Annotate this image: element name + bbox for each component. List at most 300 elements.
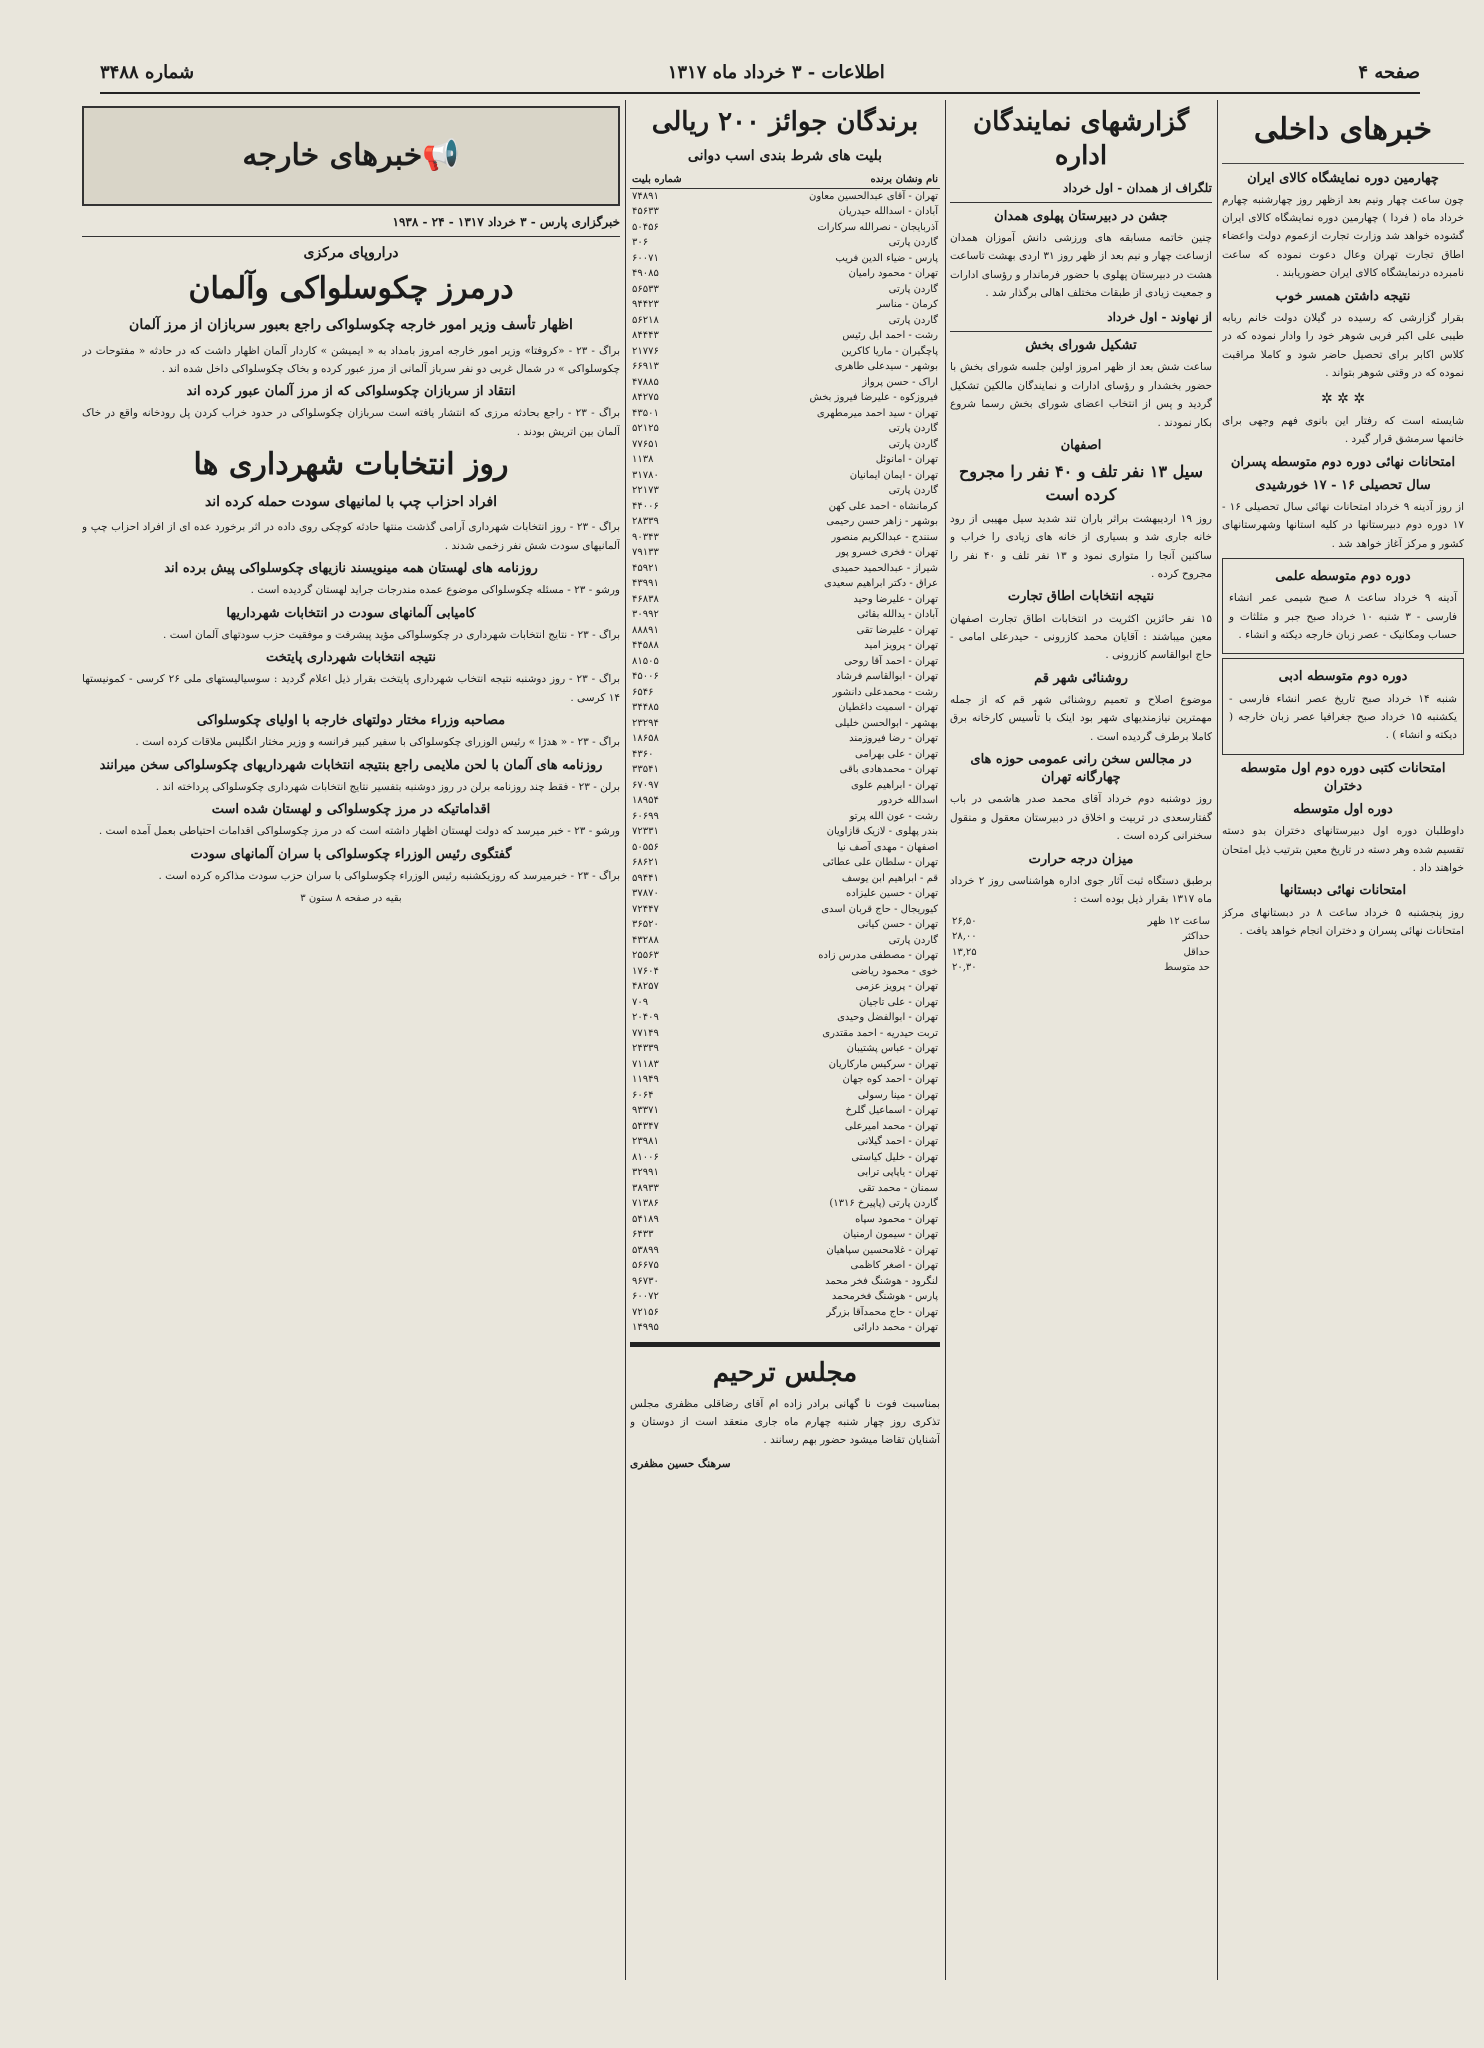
winner-name: تهران - ابراهیم علوی bbox=[850, 779, 938, 791]
table-row bbox=[950, 929, 1212, 945]
table-row bbox=[630, 1134, 940, 1150]
table-row bbox=[630, 421, 940, 437]
ticket-number: ۲۲۱۷۳ bbox=[632, 485, 659, 497]
table-row bbox=[630, 1243, 940, 1259]
ticket-number: ۲۳۲۹۴ bbox=[632, 717, 659, 729]
ticket-number: ۴۹۰۸۵ bbox=[632, 268, 659, 280]
table-row bbox=[630, 979, 940, 995]
table-row bbox=[630, 855, 940, 871]
winner-name: کرمانشاه - احمد علی کهن bbox=[828, 500, 938, 512]
winner-name: اسدالله خردور bbox=[878, 795, 938, 807]
winner-name: تهران - محمد امیرعلی bbox=[844, 1120, 938, 1132]
winner-name: گاردن پارتی (پاپیرخ ۱۳۱۶) bbox=[829, 1198, 938, 1210]
czech-body: براگ - ۲۳ - «کروفتا» وزیر امور خارجه امروز بامداد به « ایمیشن » کاردار آلمان اظهار داشت که در حادثه « مفتوحات در چکوسلواکی » در شمال غربی دو نفر سرباز آلمانی از مرز عبور کرده و بخاک چکوسلواکی داخل شده اند . bbox=[82, 344, 620, 375]
table-row bbox=[630, 1026, 940, 1042]
winner-name: تهران - حسن کیانی bbox=[857, 919, 938, 931]
winner-name: تهران - علیرضا وحید bbox=[853, 593, 938, 605]
table-row bbox=[630, 1088, 940, 1104]
ticket-number: ۳۰۹۹۲ bbox=[632, 609, 659, 621]
table-row bbox=[630, 654, 940, 670]
ticket-number: ۴۴۵۸۸ bbox=[632, 640, 659, 652]
table-row bbox=[630, 1305, 940, 1321]
ticket-number: ۴۳۹۹۱ bbox=[632, 578, 659, 590]
winner-name: آبادان - یدالله بقائی bbox=[857, 609, 938, 621]
table-row bbox=[630, 871, 940, 887]
winner-name: تهران - پرویز عزمی bbox=[855, 981, 938, 993]
column-divider bbox=[1217, 100, 1218, 1980]
winner-name: تهران - اصغر کاظمی bbox=[850, 1260, 938, 1272]
ticket-number: ۴۶۸۳۸ bbox=[632, 593, 659, 605]
table-row bbox=[630, 638, 940, 654]
winner-name: تهران - اسماعیل گلرخ bbox=[845, 1105, 938, 1117]
domestic-column bbox=[1222, 100, 1464, 2000]
column-divider bbox=[625, 100, 626, 1980]
ticket-number: ۹۳۳۷۱ bbox=[632, 1105, 659, 1117]
table-row bbox=[630, 344, 940, 360]
winner-name: لنگرود - هوشنگ فخر محمد bbox=[825, 1275, 938, 1287]
ticket-number: ۶۵۴۶ bbox=[632, 686, 654, 698]
council-body: ساعت شش بعد از ظهر امروز اولین جلسه شورای بخش با حضور بخشدار و رؤسای ادارات و نمایندگان مالکین تشکیل گردید و پس از انتخاب اعضای شورای بخش رسما شروع بکار نمودند . bbox=[950, 361, 1212, 429]
table-row bbox=[630, 375, 940, 391]
wife-note: شایسته است که رفتار این بانوی فهم وجهی برای خانمها سرمشق قرار گیرد . bbox=[1222, 414, 1464, 446]
table-row bbox=[630, 561, 940, 577]
table-row bbox=[630, 700, 940, 716]
capital-results-body: براگ - ۲۳ - روز دوشنبه نتیجه انتخاب شهرداری پایتخت بقرار ذیل اعلام گردید : سوسیالیستهای ملی ۲۶ کرسی - کمونیستها ۱۴ کرسی . bbox=[82, 673, 620, 704]
table-row bbox=[630, 235, 940, 251]
table-row bbox=[630, 530, 940, 546]
table-row bbox=[630, 1212, 940, 1228]
winner-name: تهران - مصطفی مدرس زاده bbox=[818, 950, 938, 962]
ticket-number: ۷۲۴۴۷ bbox=[632, 903, 659, 915]
ticket-number: ۵۶۵۳۳ bbox=[632, 283, 659, 295]
table-row bbox=[950, 914, 1212, 930]
table-row bbox=[630, 1274, 940, 1290]
measures-body: ورشو - ۲۳ - خبر میرسد که دولت لهستان اظهار داشته است که در مرز چکوسلواکی اقدامات احتیاطی بعمل آمده است . bbox=[98, 825, 620, 838]
ticket-number: ۵۲۱۲۵ bbox=[632, 423, 659, 435]
ticket-number: ۵۹۴۴۱ bbox=[632, 872, 659, 884]
qom-headline: روشنائی شهر قم bbox=[1034, 670, 1128, 686]
winner-name: گاردن پارتی bbox=[888, 485, 938, 497]
winner-name: تهران - سرکیس مارکاریان bbox=[828, 1058, 938, 1070]
temperature-value: ۲۸,۰۰ bbox=[952, 931, 977, 942]
winner-name: تهران - احمد کوه جهان bbox=[842, 1074, 938, 1086]
ticket-number: ۶۶۹۱۳ bbox=[632, 361, 659, 373]
table-row bbox=[630, 499, 940, 515]
winner-name: تهران - اسمیت داغطیان bbox=[838, 702, 938, 714]
speech-headline: در مجالس سخن رانی عمومی حوزه های چهارگانه تهران bbox=[970, 752, 1192, 786]
table-row bbox=[630, 437, 940, 453]
elections-subhead: افراد احزاب چپ با لمانیهای سودت حمله کرده اند bbox=[204, 493, 498, 510]
lottery-column bbox=[630, 100, 940, 2000]
ticket-number: ۲۰۴۰۹ bbox=[632, 1012, 659, 1024]
winner-name: عراق - دکتر ابراهیم سعیدی bbox=[824, 578, 938, 590]
central-europe-label: دراروپای مرکزی bbox=[303, 245, 399, 261]
winner-name: تهران - سیمون ارمنیان bbox=[842, 1229, 938, 1241]
table-row bbox=[630, 1165, 940, 1181]
chamber-headline: نتیجه انتخابات اطاق تجارت bbox=[1007, 589, 1155, 605]
ticket-number: ۸۴۲۷۵ bbox=[632, 392, 659, 404]
ticket-number: ۲۴۳۳۹ bbox=[632, 1043, 659, 1055]
ticket-number: ۴۸۲۵۷ bbox=[632, 981, 659, 993]
science-schedule: آدینه ۹ خرداد ساعت ۸ صبح شیمی عمر انشاء فارسی - ۳ شنبه ۱۰ خرداد صبح جبر و مثلثات و حساب ومکانیک - عصر زبان خارجه دیکته و انشاء . bbox=[1229, 592, 1458, 641]
sudeten-headline: کامیابی آلمانهای سودت در انتخابات شهرداریها bbox=[226, 605, 476, 621]
winner-name: اصفهان - مهدی آصف نیا bbox=[837, 841, 938, 853]
table-row bbox=[630, 545, 940, 561]
ticket-number: ۱۱۹۴۹ bbox=[632, 1074, 659, 1086]
winner-name: پارس - ضیاء الدین فریب bbox=[835, 252, 938, 264]
temperature-label: ساعت ۱۲ ظهر bbox=[1147, 915, 1210, 927]
flood-headline: سیل ۱۳ نفر تلف و ۴۰ نفر را مجروح کرده است bbox=[958, 462, 1204, 504]
foreign-news-banner bbox=[82, 106, 620, 206]
mourning-notice bbox=[630, 1342, 940, 1473]
winner-name: تهران - یاپاپی ترابی bbox=[857, 1167, 938, 1179]
ticket-number: ۶۴۳۳ bbox=[632, 1229, 654, 1241]
ticket-number: ۷۲۱۵۶ bbox=[632, 1306, 659, 1318]
table-row bbox=[630, 933, 940, 949]
czech-headline: درمرز چکوسلواکی وآلمان bbox=[188, 270, 514, 306]
winner-name: تهران - امانوئل bbox=[875, 454, 938, 466]
ticket-number: ۷۷۶۵۱ bbox=[632, 438, 659, 450]
ticket-number: ۵۴۳۴۷ bbox=[632, 1120, 659, 1132]
lottery-subtitle: بلیت های شرط بندی اسب دوانی bbox=[687, 147, 883, 164]
winner-name: پاچگیران - ماریا کاکرین bbox=[841, 345, 938, 357]
winner-name: تهران - علی بهرامی bbox=[855, 748, 938, 760]
winner-name: رشت - احمد ابل رئیس bbox=[842, 330, 938, 342]
table-row bbox=[630, 623, 940, 639]
winner-name: گاردن پارتی bbox=[888, 934, 938, 946]
ticket-number: ۳۷۸۷۰ bbox=[632, 888, 659, 900]
ministers-body: براگ - ۲۳ - « هدژا » رئیس الوزرای چکوسلواکی با سفیر کبیر فرانسه و وزیر مختار انگلیس ملاقات کرده است . bbox=[135, 736, 620, 749]
ticket-number: ۲۱۷۷۶ bbox=[632, 345, 659, 357]
ticket-number: ۳۱۷۸۰ bbox=[632, 469, 659, 481]
german-press-body: برلن - ۲۳ - فقط چند روزنامه برلن در روز دوشنبه بتفسیر نتایج انتخابات شهرداری چکوسلواکی پرداخته اند . bbox=[155, 780, 620, 793]
exams-headline: امتحانات نهائی دوره دوم متوسطه پسران bbox=[1230, 454, 1456, 470]
polish-press-body: ورشو - ۲۳ - مسئله چکوسلواکی موضوع عمده مندرجات جراید لهستان گردیده است . bbox=[250, 584, 620, 597]
winner-name: شیراز - عبدالحمید حمیدی bbox=[831, 562, 938, 574]
winner-name: تهران - احمد گیلانی bbox=[857, 1136, 938, 1148]
ticket-number: ۱۸۹۵۴ bbox=[632, 795, 659, 807]
winner-name: بهشهر - ابوالحسن خلیلی bbox=[834, 717, 938, 729]
reports-column bbox=[950, 100, 1212, 2000]
ticket-number: ۵۶۶۷۵ bbox=[632, 1260, 659, 1272]
name-column-header: نام ونشان برنده bbox=[724, 172, 940, 188]
polish-press-headline: روزنامه های لهستان همه مینویسند نازیهای چکوسلواکی پیش برده اند bbox=[164, 560, 538, 576]
ticket-number: ۹۴۴۲۳ bbox=[632, 299, 659, 311]
lottery-headline: برندگان جوائز ۲۰۰ ریالی bbox=[651, 107, 919, 137]
winner-name: آذربایجان - نصرالله سرکارات bbox=[817, 221, 938, 233]
literature-schedule: شنبه ۱۴ خرداد صبح تاریخ عصر انشاء فارسی - یکشنبه ۱۵ خرداد صبح جغرافیا عصر زبان خارجه ( دیکته و انشاء ) . bbox=[1229, 692, 1457, 742]
issue-number: شماره ۳۴۸۸ bbox=[100, 61, 195, 83]
winner-name: گاردن پارتی bbox=[888, 438, 938, 450]
temperature-label: حداکثر bbox=[1182, 931, 1210, 942]
table-row bbox=[950, 960, 1212, 976]
fair-body: چون ساعت چهار ونیم بعد ازظهر روز چهارشنبه چهارم خرداد ماه ( فردا ) چهارمین دوره نمایشگاه کالای ایران گشوده خواهد شد وزارت تجارت ازعموم دولت واعضاء اطاق تجارت تهران وعال دعوت نموده که ساعت نامبرده درنمایشگاه کالای ایران حضوریابند . bbox=[1222, 193, 1464, 280]
column-divider bbox=[945, 100, 946, 1980]
mourning-body: بمناسبت فوت نا گهانی برادر زاده ام آقای رضاقلی مظفری مجلس تذکری روز چهار شنبه چهارم ماه جاری منعقد است از دوستان و آشنایان تقاضا میشود حضور بهم رسانند . bbox=[630, 1397, 940, 1447]
winner-name: آبادان - اسدالله حیدریان bbox=[838, 206, 938, 218]
winner-name: رشت - محمدعلی دانشور bbox=[832, 686, 938, 698]
ticket-number: ۳۶۵۲۰ bbox=[632, 919, 659, 931]
winner-name: تهران - محمود سپاه bbox=[855, 1213, 938, 1225]
winner-name: تهران - سلطان علی عطائی bbox=[822, 857, 938, 869]
table-row bbox=[630, 716, 940, 732]
table-row bbox=[630, 1119, 940, 1135]
literature-box bbox=[1222, 658, 1464, 754]
ticket-number: ۳۳۵۴۱ bbox=[632, 764, 659, 776]
ticket-number: ۶۰۰۷۲ bbox=[632, 1291, 659, 1303]
temperature-intro: برطبق دستگاه ثبت آثار جوی اداره هواشناسی روز ۲ خرداد ماه ۱۳۱۷ بقرار ذیل بوده است : bbox=[950, 874, 1212, 906]
table-row bbox=[630, 1103, 940, 1119]
ticket-number: ۸۱۰۰۶ bbox=[632, 1151, 659, 1163]
page-number: صفحه ۴ bbox=[1358, 61, 1420, 83]
primary-exams-heading: امتحانات نهائی دبستانها bbox=[1279, 883, 1407, 899]
ticket-number: ۵۴۱۸۹ bbox=[632, 1213, 659, 1225]
council-headline: تشکیل شورای بخش bbox=[1025, 338, 1137, 354]
ticket-number: ۶۷۰۹۷ bbox=[632, 779, 659, 791]
wife-body: بقرار گزارشی که رسیده در گیلان دولت خانم ربابه طیبی علی اکبر فربی شوهر خود را وادار نموده که در کلاس اکابر برای تحصیل حاضر شود و کاملا مراقبت نموده که در وقتی شوهر بتواند . bbox=[1222, 311, 1464, 379]
measures-headline: اقداماتیکه در مرز چکوسلواکی و لهستان شده است bbox=[211, 802, 491, 818]
winner-name: تهران - محمدهادی باقی bbox=[839, 764, 938, 776]
ticket-number: ۶۰۶۹۹ bbox=[632, 810, 659, 822]
hamadan-body: چنین خاتمه مسابقه های ورزشی دانش آموزان همدان ازساعت چهار و نیم بعد از ظهر روز ۳۱ اردی بهشت تاساعت هشت در دبیرستان پهلوی با حضور فرماندار و رؤسای ادارات و جمعیت زیادی از طبقات مختلف اهالی برگذار شد . bbox=[950, 231, 1212, 299]
temperature-value: ۲۶,۵۰ bbox=[952, 915, 977, 927]
table-row bbox=[630, 592, 940, 608]
talk-body: براگ - ۲۳ - خبرمیرسد که روزیکشنبه رئیس الوزراء چکوسلواکی با سران حزب سودت مذاکره کرده است . bbox=[158, 869, 620, 882]
winner-name: فیروزکوه - علیرضا فیروز بخش bbox=[809, 392, 938, 404]
sudeten-body: براگ - ۲۳ - نتایج انتخابات شهرداری در چکوسلواکی مؤید پیشرفت و موفقیت حزب سودتهای آلمان است . bbox=[163, 628, 620, 641]
table-row bbox=[630, 747, 940, 763]
divider bbox=[1222, 163, 1464, 164]
winner-name: سنندج - عبدالکریم منصور bbox=[831, 531, 938, 543]
ticket-number: ۴۳۶۰ bbox=[632, 748, 654, 760]
table-row bbox=[630, 1072, 940, 1088]
ticket-number: ۷۷۱۴۹ bbox=[632, 1027, 659, 1039]
temperature-value: ۲۰,۳۰ bbox=[952, 962, 977, 973]
winner-name: تهران - عباس پشتیبان bbox=[846, 1043, 938, 1055]
foreign-section-title: خبرهای خارجه bbox=[242, 137, 423, 173]
ticket-number: ۷۹۱۳۳ bbox=[632, 547, 659, 559]
mourning-signature: سرهنگ حسین مظفری bbox=[630, 1457, 731, 1470]
winner-name: تهران - حاج محمدآقا بزرگر bbox=[826, 1306, 938, 1318]
temperature-table bbox=[950, 914, 1212, 976]
table-row bbox=[630, 251, 940, 267]
speech-body: روز دوشنبه دوم خرداد آقای محمد صدر هاشمی در باب گفتارسعدی در تربیت و اخلاق در دبیرستان معقول و منقول سخنرانی کرده است . bbox=[950, 793, 1212, 843]
ticket-number: ۲۸۳۳۹ bbox=[632, 516, 659, 528]
ticket-number: ۳۰۶ bbox=[632, 237, 649, 249]
czech-subhead: اظهار تأسف وزیر امور خارجه چکوسلواکی راجع بعبور سربازان از مرز آلمان bbox=[129, 317, 573, 333]
ticket-number: ۲۳۹۸۱ bbox=[632, 1136, 659, 1148]
table-row bbox=[630, 297, 940, 313]
table-row bbox=[630, 1010, 940, 1026]
temperature-value: ۱۳,۲۵ bbox=[952, 946, 977, 958]
qom-body: موضوع اصلاح و تعمیم روشنائی شهر قم که از جمله مهمترین نیازمندیهای شهر بود اینک با تأسیس کارخانه برق کاملا برطرف گردیده است . bbox=[950, 693, 1212, 743]
winner-name: تهران - مینا رسولی bbox=[857, 1089, 938, 1101]
ticket-number: ۴۷۸۸۵ bbox=[632, 376, 659, 388]
nahavand-dateline: از نهاوند - اول خرداد bbox=[950, 307, 1212, 332]
winner-name: تهران - ابوالقاسم فرشاد bbox=[836, 671, 938, 683]
girls-exams-heading: امتحانات کتبی دوره دوم اول متوسطه دختران bbox=[1240, 760, 1446, 794]
table-row bbox=[630, 778, 940, 794]
winner-name: کرمان - مناسر bbox=[876, 299, 938, 311]
ticket-number: ۸۱۵۰۵ bbox=[632, 655, 659, 667]
ticket-number: ۴۴۰۰۶ bbox=[632, 500, 659, 512]
isfahan-label: اصفهان bbox=[1060, 437, 1102, 453]
table-row bbox=[950, 945, 1212, 961]
ticket-number: ۴۵۹۲۱ bbox=[632, 562, 659, 574]
german-press-headline: روزنامه های آلمان با لحن ملایمی راجع بنتیجه انتخابات شهرداریهای چکوسلواکی سخن میرانند bbox=[99, 757, 603, 773]
ticket-number: ۴۳۵۰۱ bbox=[632, 407, 659, 419]
ticket-number: ۳۸۹۳۳ bbox=[632, 1182, 659, 1194]
science-heading: دوره دوم متوسطه علمی bbox=[1275, 569, 1411, 584]
table-row bbox=[630, 840, 940, 856]
table-row bbox=[630, 359, 940, 375]
table-row bbox=[630, 793, 940, 809]
winner-name: تهران - رضا فیروزمند bbox=[849, 733, 938, 745]
winner-name: رشت - عون الله پرتو bbox=[849, 810, 938, 822]
winner-name: بوشهر - سیدعلی طاهری bbox=[834, 361, 938, 373]
table-row bbox=[630, 266, 940, 282]
winner-name: گاردن پارتی bbox=[888, 237, 938, 249]
winner-name: تهران - حسین علیزاده bbox=[846, 888, 938, 900]
ticket-number: ۹۶۷۳۰ bbox=[632, 1275, 659, 1287]
winner-name: تهران - محمد دارائی bbox=[853, 1322, 938, 1334]
winner-name: تهران - علی تاجیان bbox=[859, 996, 938, 1008]
ticket-number: ۱۷۶۰۴ bbox=[632, 965, 659, 977]
table-row bbox=[630, 948, 940, 964]
domestic-section-title: خبرهای داخلی bbox=[1253, 112, 1433, 147]
ticket-number: ۷۰۹ bbox=[632, 996, 649, 1008]
table-row bbox=[630, 328, 940, 344]
ministers-headline: مصاحبه وزراء مختار دولتهای خارجه با اولیای چکوسلواکی bbox=[196, 713, 506, 728]
elections-headline: روز انتخابات شهرداری ها bbox=[193, 447, 509, 483]
winner-name: تهران - ایمان ایمانیان bbox=[849, 469, 938, 481]
table-row bbox=[630, 1057, 940, 1073]
winner-name: پارس - هوشنگ فخرمحمد bbox=[831, 1291, 938, 1303]
paper-dateline: اطلاعات - ۳ خرداد ماه ۱۳۱۷ bbox=[667, 61, 885, 83]
winner-name: خوی - محمود ریاضی bbox=[851, 965, 938, 977]
running-header bbox=[100, 52, 1420, 94]
reports-headline: گزارشهای نمایندگان اداره bbox=[973, 107, 1189, 171]
table-row bbox=[630, 669, 940, 685]
table-row bbox=[630, 406, 940, 422]
winner-name: گاردن پارتی bbox=[888, 423, 938, 435]
ticket-number: ۷۴۸۹۱ bbox=[632, 190, 659, 202]
winner-name: تهران - پرویز امید bbox=[864, 640, 938, 652]
mourning-headline: مجلس ترحیم bbox=[712, 1357, 858, 1388]
table-row bbox=[630, 1041, 940, 1057]
table-row bbox=[630, 685, 940, 701]
temperature-label: حداقل bbox=[1183, 946, 1210, 958]
ticket-number: ۱۱۳۸ bbox=[632, 454, 654, 466]
table-row bbox=[630, 576, 940, 592]
fair-headline: چهارمین دوره نمایشگاه کالای ایران bbox=[1247, 170, 1439, 186]
table-row bbox=[630, 204, 940, 220]
science-box bbox=[1222, 558, 1464, 654]
lottery-table bbox=[630, 172, 940, 1336]
ticket-number: ۶۰۰۷۱ bbox=[632, 252, 659, 264]
winner-name: گاردن پارتی bbox=[888, 283, 938, 295]
ticket-number: ۷۱۳۸۶ bbox=[632, 1198, 659, 1210]
table-row bbox=[630, 282, 940, 298]
ticket-number: ۲۵۵۶۳ bbox=[632, 950, 659, 962]
table-header-row bbox=[630, 172, 940, 188]
chamber-body: ۱۵ نفر حائزین اکثریت در انتخابات اطاق تجارت اصفهان معین میباشند : آقایان محمد کازرونی - حیدرعلی امامی - حاج ابوالقاسم کازرونی . bbox=[950, 612, 1212, 662]
winner-name: تهران - احمد آقا روحی bbox=[844, 655, 938, 667]
ticket-number: ۱۴۹۹۵ bbox=[632, 1322, 659, 1334]
winner-name: تهران - غلامحسین سپاهیان bbox=[826, 1244, 938, 1256]
table-row bbox=[630, 809, 940, 825]
winner-name: تهران - سید احمد میرمطهری bbox=[816, 407, 938, 419]
table-row bbox=[630, 313, 940, 329]
ticket-number: ۶۰۶۴ bbox=[632, 1089, 654, 1101]
table-row bbox=[630, 886, 940, 902]
talk-headline: گفتگوی رئیس الوزراء چکوسلواکی با سران آلمانهای سودت bbox=[190, 846, 512, 862]
ticket-number: ۴۵۰۰۶ bbox=[632, 671, 659, 683]
table-row bbox=[630, 188, 940, 204]
winner-name: تهران - علیرضا تقی bbox=[856, 624, 938, 636]
winner-name: بندر پهلوی - لازیک قازاویان bbox=[826, 826, 938, 838]
ticket-number: ۹۰۳۴۳ bbox=[632, 531, 659, 543]
foreign-dateline: خبرگزاری پارس - ۳ خرداد ۱۳۱۷ - ۲۴ - ۱۹۳۸ bbox=[82, 212, 620, 237]
winner-name: بوشهر - زاهر حسن رحیمی bbox=[826, 516, 938, 528]
winner-name: تهران - آقای عبدالحسین معاون bbox=[808, 190, 938, 202]
table-row bbox=[630, 468, 940, 484]
ticket-number: ۵۰۵۵۶ bbox=[632, 841, 659, 853]
ticket-number: ۳۲۹۹۱ bbox=[632, 1167, 659, 1179]
ticket-number: ۴۵۶۳۳ bbox=[632, 206, 659, 218]
reports-dateline: تلگراف از همدان - اول خرداد bbox=[950, 178, 1212, 203]
winner-name: کیوریجال - حاج قربان اسدی bbox=[821, 903, 938, 915]
table-row bbox=[630, 1150, 940, 1166]
first-cycle-body: داوطلبان دوره اول دبیرستانهای دختران بدو دسته تقسیم شده وهر دسته در تاریخ معین بترتیب ذیل امتحان خواهند داد . bbox=[1222, 825, 1464, 874]
table-row bbox=[630, 1196, 940, 1212]
winner-name: تهران - ابوالفضل وحیدی bbox=[837, 1012, 938, 1024]
table-row bbox=[630, 964, 940, 980]
table-row bbox=[630, 902, 940, 918]
table-row bbox=[630, 995, 940, 1011]
literature-heading: دوره دوم متوسطه ادبی bbox=[1278, 669, 1408, 685]
ticket-number: ۵۰۴۵۶ bbox=[632, 221, 659, 233]
winner-name: تهران - محمود رامیان bbox=[848, 268, 938, 280]
asterism-ornament: ✲ ✲ ✲ bbox=[1320, 391, 1366, 408]
winner-name: تهران - فخری خسرو پور bbox=[836, 547, 938, 559]
ticket-number: ۸۸۸۹۱ bbox=[632, 624, 659, 636]
ticket-number: ۵۳۸۹۹ bbox=[632, 1244, 659, 1256]
foreign-column bbox=[82, 100, 620, 2000]
table-row bbox=[630, 1181, 940, 1197]
border-body: براگ - ۲۳ - راجع بحادثه مرزی که انتشار یافته است سربازان چکوسلواکی در حدود خراب کردن پل رودخانه واقع در خاک آلمان بین اتریش بودند . bbox=[82, 407, 620, 438]
table-row bbox=[630, 452, 940, 468]
exams-year: سال تحصیلی ۱۶ - ۱۷ خورشیدی bbox=[1255, 477, 1431, 493]
border-headline: انتقاد از سربازان چکوسلواکی که از مرز آلمان عبور کرده اند bbox=[186, 384, 516, 400]
winner-name: سمنان - محمد تقی bbox=[858, 1182, 938, 1194]
temperature-headline: میزان درجه حرارت bbox=[1028, 851, 1134, 867]
table-row bbox=[630, 824, 940, 840]
first-cycle-heading: دوره اول متوسطه bbox=[1293, 802, 1393, 817]
ticket-number: ۴۳۲۸۸ bbox=[632, 934, 659, 946]
ticket-number: ۶۸۶۲۱ bbox=[632, 857, 659, 869]
table-row bbox=[630, 220, 940, 236]
table-row bbox=[630, 1227, 940, 1243]
table-row bbox=[630, 1258, 940, 1274]
winner-name: اراک - حسن پرواز bbox=[862, 376, 938, 388]
continued-note: بقیه در صفحه ۸ ستون ۳ bbox=[300, 893, 402, 905]
ticket-number: ۸۴۴۴۳ bbox=[632, 330, 659, 342]
winner-name: تربت حیدریه - احمد مقتدری bbox=[822, 1027, 938, 1039]
megaphone-icon: 📢 bbox=[422, 137, 460, 173]
ticket-number: ۵۶۲۱۸ bbox=[632, 314, 659, 326]
table-row bbox=[630, 514, 940, 530]
